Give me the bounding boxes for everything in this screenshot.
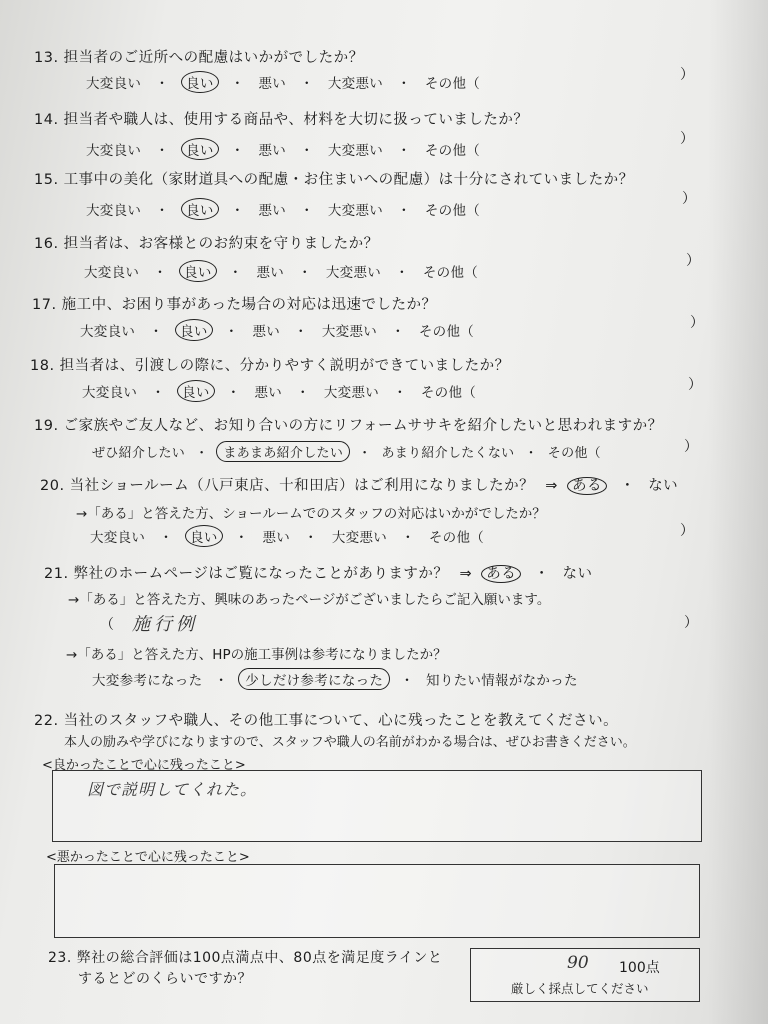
option-other[interactable]: その他（ — [424, 76, 481, 92]
question-21-label: 21. 弊社のホームページはご覧になったことがありますか？ ⇒ ある ・ ない — [44, 566, 593, 582]
option-very-good[interactable]: 大変良い — [84, 265, 140, 281]
option-good-selected[interactable]: 良い — [177, 380, 215, 402]
question-18-label: 18. 担当者は、引渡しの際に、分かりやすく説明ができていましたか？ — [30, 358, 510, 374]
good-comments-box[interactable] — [52, 770, 702, 842]
option-yes-selected[interactable]: ある — [567, 477, 607, 495]
question-15-options: 大変良い ・ 良い ・ 悪い ・ 大変悪い ・ その他（ — [84, 198, 482, 220]
option-bad[interactable]: 悪い — [256, 265, 285, 281]
close-paren: ） — [688, 377, 702, 393]
option-other[interactable]: その他（ — [547, 446, 601, 461]
page-shadow — [708, 0, 768, 1024]
question-13-label: 13. 担当者のご近所への配慮はいかがでしたか？ — [34, 50, 364, 66]
interested-page-answer[interactable]: 施行例 — [132, 614, 198, 635]
option-bad[interactable]: 悪い — [262, 530, 291, 546]
good-comments-text: 図で説明してくれた。 — [87, 780, 258, 799]
option-good-selected[interactable]: 良い — [181, 71, 219, 93]
close-paren: ） — [680, 523, 694, 539]
close-paren: ） — [684, 439, 698, 455]
close-paren: ） — [680, 67, 694, 83]
question-20-text: 20. 当社ショールーム（八戸東店、十和田店）はご利用になりましたか？ — [40, 478, 535, 494]
option-very-good[interactable]: 大変良い — [90, 530, 146, 546]
option-very-helpful[interactable]: 大変参考になった — [92, 673, 203, 689]
question-21-options: 大変参考になった ・ 少しだけ参考になった ・ 知りたい情報がなかった — [90, 668, 580, 690]
option-very-bad[interactable]: 大変悪い — [321, 324, 378, 340]
score-instruction: 厳しく採点してください — [511, 981, 649, 996]
option-very-bad[interactable]: 大変悪い — [327, 143, 384, 159]
option-other[interactable]: その他（ — [424, 203, 481, 219]
option-good-selected[interactable]: 良い — [181, 198, 219, 220]
option-no[interactable]: ない — [648, 478, 679, 494]
option-very-good[interactable]: 大変良い — [86, 203, 142, 219]
option-good-selected[interactable]: 良い — [175, 319, 213, 341]
option-bad[interactable]: 悪い — [258, 203, 287, 219]
option-very-good[interactable]: 大変良い — [86, 143, 142, 159]
option-very-bad[interactable]: 大変悪い — [323, 385, 380, 401]
option-not-really-recommend[interactable]: あまり紹介したくない — [381, 446, 515, 461]
option-very-good[interactable]: 大変良い — [80, 324, 136, 340]
option-somewhat-helpful-selected[interactable]: 少しだけ参考になった — [238, 668, 390, 690]
question-19-label: 19. ご家族やご友人など、お知り合いの方にリフォームササキを紹介したいと思われますか？ — [34, 418, 663, 434]
score-value: 90 — [567, 953, 589, 973]
question-21-sublabel-2: →「ある」と答えた方、HPの施工事例は参考になりましたか？ — [66, 647, 447, 663]
question-17-options: 大変良い ・ 良い ・ 悪い ・ 大変悪い ・ その他（ — [78, 319, 476, 341]
option-very-bad[interactable]: 大変悪い — [327, 203, 384, 219]
arrow-icon: ⇒ — [459, 566, 473, 582]
option-no[interactable]: ない — [562, 566, 593, 582]
question-23-line2: するとどのくらいですか？ — [78, 971, 252, 987]
question-14-options: 大変良い ・ 良い ・ 悪い ・ 大変悪い ・ その他（ — [84, 138, 482, 160]
question-18-options: 大変良い ・ 良い ・ 悪い ・ 大変悪い ・ その他（ — [80, 380, 478, 402]
option-other[interactable]: その他（ — [422, 265, 479, 281]
question-23-line1: 23. 弊社の総合評価は100点満点中、80点を満足度ラインと — [48, 950, 443, 966]
question-14-label: 14. 担当者や職人は、使用する商品や、材料を大切に扱っていましたか？ — [34, 112, 529, 128]
question-20-label: 20. 当社ショールーム（八戸東店、十和田店）はご利用になりましたか？ ⇒ ある ・ ない — [40, 478, 679, 494]
option-very-bad[interactable]: 大変悪い — [325, 265, 382, 281]
option-very-good[interactable]: 大変良い — [86, 76, 142, 92]
option-very-good[interactable]: 大変良い — [82, 385, 138, 401]
question-20-sublabel: →「ある」と答えた方、ショールームでのスタッフの対応はいかがでしたか？ — [76, 506, 546, 522]
option-other[interactable]: その他（ — [418, 324, 475, 340]
option-other[interactable]: その他（ — [428, 530, 485, 546]
question-22-note: 本人の励みや学びになりますので、スタッフや職人の名前がわかる場合は、ぜひお書きください。 — [64, 735, 636, 750]
question-16-options: 大変良い ・ 良い ・ 悪い ・ 大変悪い ・ その他（ — [82, 260, 480, 282]
question-17-label: 17. 施工中、お困り事があった場合の対応は迅速でしたか？ — [32, 297, 437, 313]
question-20-options: 大変良い ・ 良い ・ 悪い ・ 大変悪い ・ その他（ — [88, 525, 486, 547]
option-bad[interactable]: 悪い — [252, 324, 281, 340]
close-paren: ） — [682, 191, 696, 207]
option-bad[interactable]: 悪い — [254, 385, 283, 401]
open-paren: （ — [100, 617, 114, 633]
score-box[interactable] — [470, 948, 700, 1002]
option-not-helpful[interactable]: 知りたい情報がなかった — [426, 673, 578, 689]
option-very-bad[interactable]: 大変悪い — [327, 76, 384, 92]
option-good-selected[interactable]: 良い — [179, 260, 217, 282]
option-good-selected[interactable]: 良い — [181, 138, 219, 160]
question-22-label: 22. 当社のスタッフや職人、その他工事について、心に残ったことを教えてください。 — [34, 713, 619, 729]
option-other[interactable]: その他（ — [420, 385, 477, 401]
option-definitely-recommend[interactable]: ぜひ紹介したい — [92, 446, 186, 461]
close-paren: ） — [680, 131, 694, 147]
option-bad[interactable]: 悪い — [258, 143, 287, 159]
option-very-bad[interactable]: 大変悪い — [331, 530, 388, 546]
option-somewhat-recommend-selected[interactable]: まあまあ紹介したい — [216, 441, 350, 462]
score-max: 100点 — [619, 960, 660, 976]
option-bad[interactable]: 悪い — [258, 76, 287, 92]
bad-comments-label: <悪かったことで心に残ったこと> — [46, 850, 250, 865]
question-15-label: 15. 工事中の美化（家財道具への配慮・お住まいへの配慮）は十分にされていましたか？ — [34, 172, 634, 188]
option-yes-selected[interactable]: ある — [481, 565, 521, 583]
question-19-options: ぜひ紹介したい ・ まあまあ紹介したい ・ あまり紹介したくない ・ その他（ — [90, 441, 603, 462]
question-21-text: 21. 弊社のホームページはご覧になったことがありますか？ — [44, 566, 449, 582]
close-paren: ） — [684, 615, 698, 631]
question-21-sublabel-1: →「ある」と答えた方、興味のあったページがございましたらご記入願います。 — [68, 592, 551, 608]
good-comments-label: <良かったことで心に残ったこと> — [42, 758, 246, 773]
option-other[interactable]: その他（ — [424, 143, 481, 159]
close-paren: ） — [690, 315, 704, 331]
arrow-icon: ⇒ — [545, 478, 558, 494]
bad-comments-box[interactable] — [54, 864, 700, 938]
close-paren: ） — [686, 253, 700, 269]
question-13-options: 大変良い ・ 良い ・ 悪い ・ 大変悪い ・ その他（ — [84, 71, 482, 93]
option-good-selected[interactable]: 良い — [185, 525, 223, 547]
question-16-label: 16. 担当者は、お客様とのお約束を守りましたか？ — [34, 236, 379, 252]
